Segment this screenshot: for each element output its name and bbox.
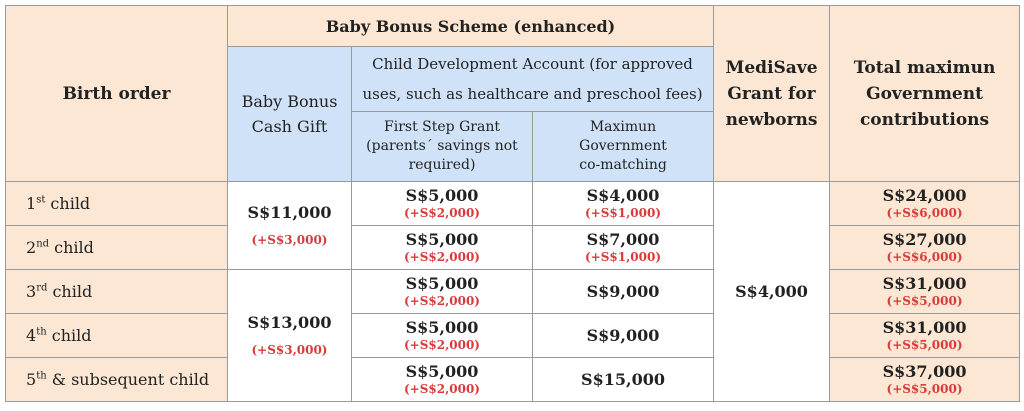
co-matching-cell: S$15,000	[533, 358, 714, 402]
table-row	[6, 314, 1020, 358]
baby-bonus-table	[5, 5, 1020, 402]
table-row	[6, 182, 1020, 226]
first-step-cell: S$5,000 (+S$2,000)	[352, 270, 533, 314]
cash-gift-cell: S$13,000 (+S$3,000)	[228, 270, 352, 402]
co-matching-cell: S$9,000	[533, 270, 714, 314]
first-step-cell: S$5,000 (+S$2,000)	[352, 182, 533, 226]
header-total: Total maximun Government contributions	[830, 6, 1020, 182]
birth-order-cell: 3rd child	[6, 270, 228, 314]
table-row	[6, 270, 1020, 314]
header-scheme-title: Baby Bonus Scheme (enhanced)	[228, 6, 714, 47]
total-cell: S$31,000 (+S$5,000)	[830, 270, 1020, 314]
total-cell: S$31,000 (+S$5,000)	[830, 314, 1020, 358]
birth-order-cell: 1st child	[6, 182, 228, 226]
birth-order-cell: 5th & subsequent child	[6, 358, 228, 402]
header-medisave: MediSave Grant for newborns	[714, 6, 830, 182]
table-row	[6, 226, 1020, 270]
header-cda: Child Development Account (for approved uses, such as healthcare and preschool fees)	[352, 47, 714, 112]
total-cell: S$27,000 (+S$6,000)	[830, 226, 1020, 270]
first-step-cell: S$5,000 (+S$2,000)	[352, 358, 533, 402]
total-cell: S$24,000 (+S$6,000)	[830, 182, 1020, 226]
birth-order-cell: 2nd child	[6, 226, 228, 270]
header-co-matching: Maximun Government co-matching	[533, 112, 714, 182]
first-step-cell: S$5,000 (+S$2,000)	[352, 314, 533, 358]
birth-order-cell: 4th child	[6, 314, 228, 358]
header-birth-order: Birth order	[6, 6, 228, 182]
co-matching-cell: S$4,000 (+S$1,000)	[533, 182, 714, 226]
medisave-cell: S$4,000	[714, 182, 830, 402]
first-step-cell: S$5,000 (+S$2,000)	[352, 226, 533, 270]
total-cell: S$37,000 (+S$5,000)	[830, 358, 1020, 402]
table-row	[6, 358, 1020, 402]
co-matching-cell: S$7,000 (+S$1,000)	[533, 226, 714, 270]
co-matching-cell: S$9,000	[533, 314, 714, 358]
cash-gift-cell: S$11,000 (+S$3,000)	[228, 182, 352, 270]
header-first-step-grant: First Step Grant (parents´ savings not required)	[352, 112, 533, 182]
header-cash-gift: Baby Bonus Cash Gift	[228, 47, 352, 182]
